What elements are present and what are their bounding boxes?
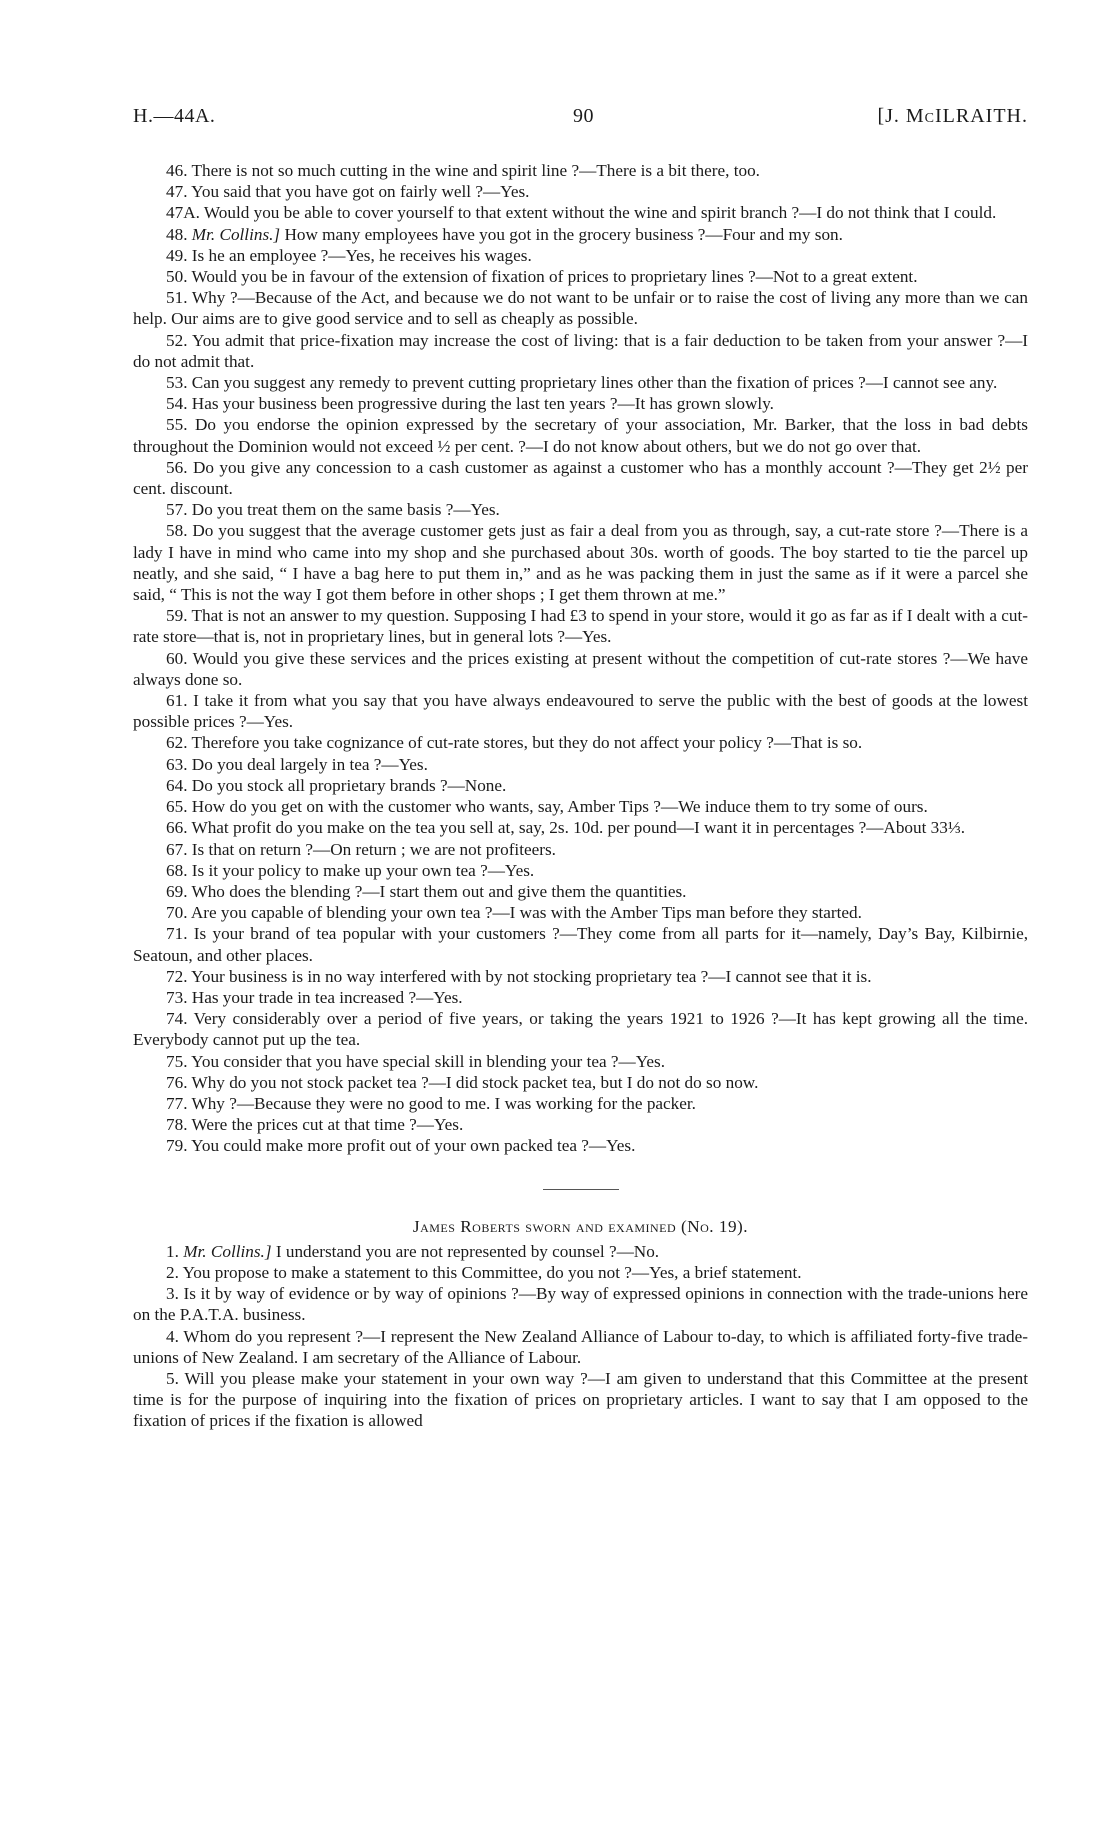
qa-text: Would you be able to cover yourself to that extent without the wine and spirit branch ?—I do not think that I could. (203, 203, 997, 223)
qa-paragraph (133, 860, 1028, 881)
section-divider (543, 1189, 619, 1190)
qa-text: How many employees have you got in the grocery business ?—Four and my son. (284, 224, 843, 244)
qa-paragraph (133, 775, 1028, 796)
qa-text: How do you get on with the customer who wants, say, Amber Tips ?—We induce them to try some of ours. (191, 797, 928, 817)
qa-text: Is that on return ?—On return ; we are not profiteers. (191, 839, 556, 859)
question-number: 64. (166, 775, 188, 795)
qa-paragraph (133, 520, 1028, 605)
qa-text: Were the prices cut at that time ?—Yes. (191, 1115, 464, 1135)
page-number: 90 (573, 105, 594, 127)
qa-paragraph (133, 499, 1028, 520)
question-number: 75. (166, 1051, 188, 1071)
question-number: 47A. (166, 203, 200, 223)
qa-text: Is it by way of evidence or by way of opinions ?—By way of expressed opinions in connection with the trade-unions here on the P.A.T.A. business. (133, 1284, 1028, 1325)
qa-paragraph (133, 1114, 1028, 1135)
question-number: 69. (166, 881, 188, 901)
qa-paragraph (133, 287, 1028, 329)
question-number: 57. (166, 500, 188, 520)
question-number: 56. (166, 457, 188, 477)
question-number: 48. (166, 224, 188, 244)
qa-text: Why ?—Because of the Act, and because we do not want to be unfair or to raise the cost of living any more than we can help. Our aims are to give good service and to sell as cheaply as possible. (133, 288, 1028, 329)
question-number: 65. (166, 797, 188, 817)
question-number: 55. (166, 415, 188, 435)
question-number: 72. (166, 966, 188, 986)
qa-paragraph (133, 1241, 1028, 1262)
qa-text: Do you give any concession to a cash customer as against a customer who has a monthly account ?—They get 2½ per cent. discount. (133, 457, 1028, 499)
speaker-label: Mr. Collins.] (191, 224, 281, 244)
page-header (133, 105, 1028, 135)
qa-paragraph (133, 1262, 1028, 1283)
qa-paragraph (133, 987, 1028, 1008)
question-number: 47. (166, 182, 188, 202)
question-number: 53. (166, 373, 188, 393)
qa-text: You consider that you have special skill in blending your tea ?—Yes. (191, 1051, 666, 1071)
document-reference: H.—44A. (133, 105, 216, 127)
question-number: 1. (166, 1241, 179, 1261)
question-number: 50. (166, 267, 188, 287)
question-number: 73. (166, 987, 188, 1007)
qa-paragraph (133, 266, 1028, 287)
qa-paragraph (133, 648, 1028, 690)
qa-text: Is it your policy to make up your own tea ?—Yes. (191, 860, 535, 880)
qa-paragraph (133, 1135, 1028, 1156)
qa-paragraph (133, 902, 1028, 923)
qa-text: That is not an answer to my question. Supposing I had £3 to spend in your store, would it go as far as if I dealt with a cut-rate store—that is, not in proprietary lines, but in general lots ?—Yes. (133, 606, 1028, 647)
qa-text: You said that you have got on fairly well ?—Yes. (191, 182, 530, 202)
question-number: 3. (166, 1284, 179, 1304)
qa-text: Do you endorse the opinion expressed by the secretary of your association, Mr. Barker, that the loss in bad debts throughout the Dominion would not exceed ½ per cent. ?—I do not know about others, but we do not go over that. (133, 415, 1028, 456)
qa-paragraph (133, 202, 1028, 223)
qa-text: Whom do you represent ?—I represent the New Zealand Alliance of Labour to-day, to which is affiliated forty-five trade-unions of New Zealand. I am secretary of the Alliance of Labour. (133, 1326, 1028, 1367)
question-number: 4. (166, 1326, 179, 1346)
qa-paragraph (133, 881, 1028, 902)
question-number: 54. (166, 394, 188, 414)
qa-text: Is he an employee ?—Yes, he receives his wages. (191, 245, 532, 265)
question-number: 51. (166, 288, 188, 308)
qa-text: Can you suggest any remedy to prevent cutting proprietary lines other than the fixation of prices ?—I cannot see any. (191, 373, 998, 393)
qa-text: Are you capable of blending your own tea ?—I was with the Amber Tips man before they started. (190, 903, 862, 923)
qa-paragraph (133, 160, 1028, 181)
qa-text: Do you deal largely in tea ?—Yes. (191, 754, 428, 774)
qa-paragraph (133, 690, 1028, 732)
qa-paragraph (133, 1093, 1028, 1114)
document-body (133, 160, 1028, 1432)
question-number: 62. (166, 733, 188, 753)
qa-paragraph (133, 1072, 1028, 1093)
question-number: 76. (166, 1072, 188, 1092)
question-number: 68. (166, 860, 188, 880)
qa-paragraph (133, 817, 1028, 838)
qa-paragraph (133, 1051, 1028, 1072)
qa-text: I understand you are not represented by counsel ?—No. (275, 1241, 660, 1261)
qa-text: Your business is in no way interfered with by not stocking proprietary tea ?—I cannot see that it is. (191, 966, 872, 986)
qa-paragraph (133, 414, 1028, 456)
qa-paragraph (133, 732, 1028, 753)
question-number: 63. (166, 754, 188, 774)
qa-text: Would you be in favour of the extension of fixation of prices to proprietary lines ?—Not to a great extent. (191, 267, 918, 287)
question-number: 78. (166, 1115, 188, 1135)
witness-name-header: [J. McILRAITH. (877, 105, 1028, 127)
question-number: 79. (166, 1136, 188, 1156)
qa-paragraph (133, 181, 1028, 202)
qa-text: There is not so much cutting in the wine and spirit line ?—There is a bit there, too. (191, 161, 760, 180)
question-number: 60. (166, 648, 188, 668)
question-number: 74. (166, 1009, 188, 1029)
qa-text: Do you treat them on the same basis ?—Yes. (191, 500, 500, 520)
qa-text: Is your brand of tea popular with your customers ?—They come from all parts for it—namely, Day’s Bay, Kilbirnie, Seatoun, and other places. (133, 924, 1028, 965)
qa-paragraph (133, 605, 1028, 647)
qa-paragraph (133, 1008, 1028, 1050)
qa-paragraph (133, 330, 1028, 372)
question-number: 77. (166, 1093, 188, 1113)
qa-paragraph (133, 372, 1028, 393)
question-number: 46. (166, 161, 188, 180)
question-number: 67. (166, 839, 188, 859)
question-number: 49. (166, 245, 188, 265)
question-number: 52. (166, 330, 188, 350)
qa-paragraph (133, 393, 1028, 414)
qa-paragraph (133, 224, 1028, 245)
qa-text: You could make more profit out of your own packed tea ?—Yes. (191, 1136, 636, 1156)
qa-text: Do you stock all proprietary brands ?—None. (191, 775, 507, 795)
question-number: 59. (166, 606, 188, 626)
qa-text: Very considerably over a period of five years, or taking the years 1921 to 1926 ?—It has kept growing all the time. Everybody cannot put up the tea. (133, 1009, 1028, 1050)
qa-paragraph (133, 923, 1028, 965)
qa-text: Therefore you take cognizance of cut-rate stores, but they do not affect your policy ?—That is so. (191, 733, 863, 753)
question-number: 71. (166, 924, 188, 944)
qa-text: Why do you not stock packet tea ?—I did stock packet tea, but I do not do so now. (191, 1072, 759, 1092)
qa-paragraph (133, 457, 1028, 499)
qa-paragraph (133, 839, 1028, 860)
qa-paragraph (133, 796, 1028, 817)
question-number: 5. (166, 1368, 179, 1388)
qa-paragraph (133, 754, 1028, 775)
qa-paragraph (133, 245, 1028, 266)
qa-text: What profit do you make on the tea you sell at, say, 2s. 10d. per pound—I want it in percentages ?—About 33⅓. (191, 818, 966, 838)
qa-paragraph (133, 1283, 1028, 1325)
qa-text: Has your trade in tea increased ?—Yes. (191, 987, 463, 1007)
qa-text: Why ?—Because they were no good to me. I was working for the packer. (191, 1093, 696, 1113)
question-number: 66. (166, 818, 188, 838)
question-number: 2. (166, 1262, 179, 1282)
question-number: 58. (166, 521, 188, 541)
qa-text: I take it from what you say that you have always endeavoured to serve the public with the best of goods at the lowest possible prices ?—Yes. (133, 691, 1029, 732)
question-number: 70. (166, 903, 188, 923)
testimony-part-2 (133, 1241, 1028, 1432)
question-number: 61. (166, 691, 188, 711)
speaker-label: Mr. Collins.] (183, 1241, 272, 1261)
qa-text: Has your business been progressive during the last ten years ?—It has grown slowly. (191, 394, 774, 414)
qa-text: Do you suggest that the average customer gets just as fair a deal from you as through, say, a cut-rate store ?—There is a lady I have in mind who came into my shop and she purchased about 30s. worth of goods. The boy started to tie the parcel up neatly, and she said, “ I have a bag here to put them in,” and as he was packing them in just the same as if it were a parcel she said, “ This is not the way I got them before in other shops ; I get them thrown at me.” (133, 521, 1029, 605)
qa-paragraph (133, 966, 1028, 987)
qa-text: Will you please make your statement in your own way ?—I am given to understand that this Committee at the present time is for the purpose of inquiring into the fixation of prices on proprietary articles. I want to say that I am opposed to the fixation of prices if the fixation is allowed (133, 1368, 1028, 1431)
qa-text: You propose to make a statement to this Committee, do you not ?—Yes, a brief statement. (182, 1262, 802, 1282)
qa-paragraph (133, 1368, 1028, 1432)
qa-paragraph (133, 1326, 1028, 1368)
qa-text: Who does the blending ?—I start them out and give them the quantities. (191, 881, 687, 901)
qa-text: You admit that price-fixation may increase the cost of living: that is a fair deduction to be taken from your answer ?—I do not admit that. (133, 330, 1028, 371)
qa-text: Would you give these services and the prices existing at present without the competition of cut-rate stores ?—We have always done so. (133, 648, 1028, 689)
testimony-part-1 (133, 160, 1028, 1157)
section-title: James Roberts sworn and examined (No. 19). (412, 1216, 749, 1236)
